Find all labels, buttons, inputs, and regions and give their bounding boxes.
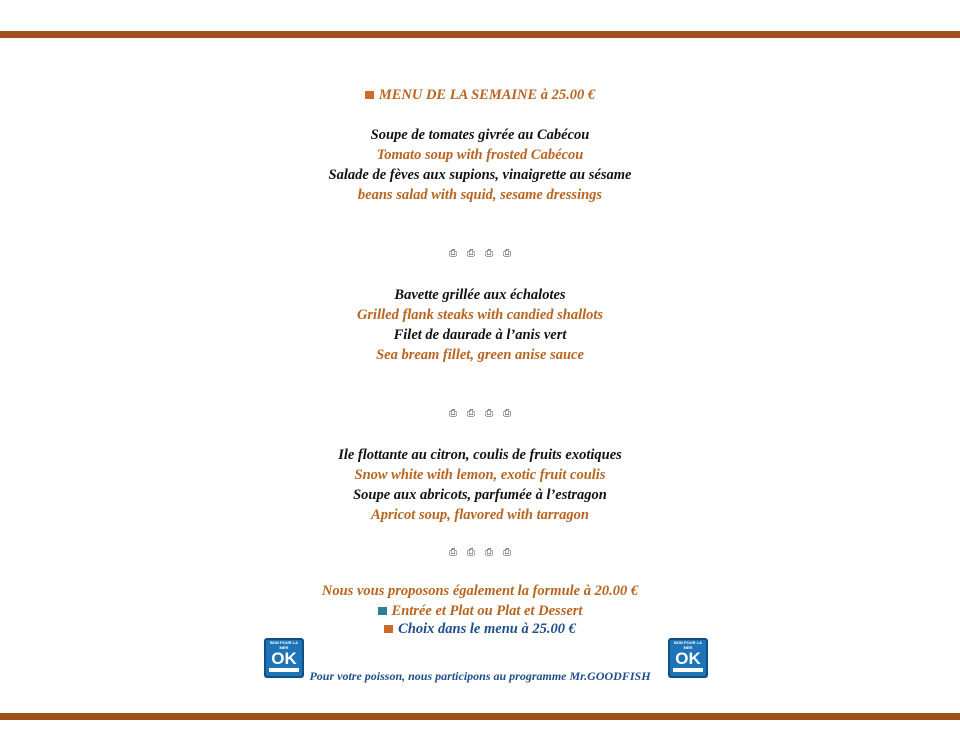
dessert-2-fr: Soupe aux abricots, parfumée à l’estragon	[353, 487, 607, 503]
dessert-1-fr: Ile flottante au citron, coulis de fruits exotiques	[338, 447, 622, 463]
pot-icon: ⎙	[485, 408, 493, 419]
menu-title: MENU DE LA SEMAINE à 25.00 €	[0, 86, 960, 104]
pot-icon: ⎙	[503, 547, 511, 558]
main-2-fr: Filet de daurade à l’anis vert	[393, 327, 567, 343]
pot-icon: ⎙	[503, 408, 511, 419]
pot-icon: ⎙	[485, 547, 493, 558]
separator-row-3	[0, 547, 960, 559]
starter-1-en: Tomato soup with frosted Cabécou	[376, 147, 584, 163]
pot-icon: ⎙	[503, 248, 511, 259]
bottom-border-rule	[0, 713, 960, 720]
main-2-en: Sea bream fillet, green anise sauce	[376, 347, 584, 363]
square-bullet-icon	[365, 91, 374, 99]
formula-option-1: Entrée et Plat ou Plat et Dessert	[0, 602, 960, 620]
dessert-2-en: Apricot soup, flavored with tarragon	[371, 507, 589, 523]
top-border-rule	[0, 31, 960, 38]
dessert-1-en: Snow white with lemon, exotic fruit coulis	[354, 467, 606, 483]
separator-row-1	[0, 248, 960, 260]
main-1-fr: Bavette grillée aux échalotes	[394, 287, 566, 303]
pot-icon: ⎙	[467, 408, 475, 419]
goodfish-note: Pour votre poisson, nous participons au programme Mr.GOODFISH	[309, 669, 651, 683]
main-1-en: Grilled flank steaks with candied shallots	[356, 307, 604, 323]
separator-row-2	[0, 408, 960, 420]
mr-goodfish-logo-right: BON POUR LA MER OK	[668, 638, 708, 678]
starter-2-fr: Salade de fèves aux supions, vinaigrette au sésame	[328, 167, 632, 183]
pot-icon: ⎙	[467, 547, 475, 558]
starter-1-fr: Soupe de tomates givrée au Cabécou	[370, 127, 590, 143]
pot-icon: ⎙	[449, 248, 457, 259]
pot-icon: ⎙	[449, 547, 457, 558]
pot-icon: ⎙	[485, 248, 493, 259]
formula-title: Nous vous proposons également la formule à 20.00 €	[321, 583, 639, 599]
pot-icon: ⎙	[449, 408, 457, 419]
square-bullet-icon	[384, 625, 393, 633]
starter-2-en: beans salad with squid, sesame dressings	[357, 187, 603, 203]
square-bullet-icon	[378, 607, 387, 615]
mr-goodfish-logo-left: BON POUR LA MER OK	[264, 638, 304, 678]
formula-option-2: Choix dans le menu à 25.00 €	[0, 620, 960, 638]
pot-icon: ⎙	[467, 248, 475, 259]
